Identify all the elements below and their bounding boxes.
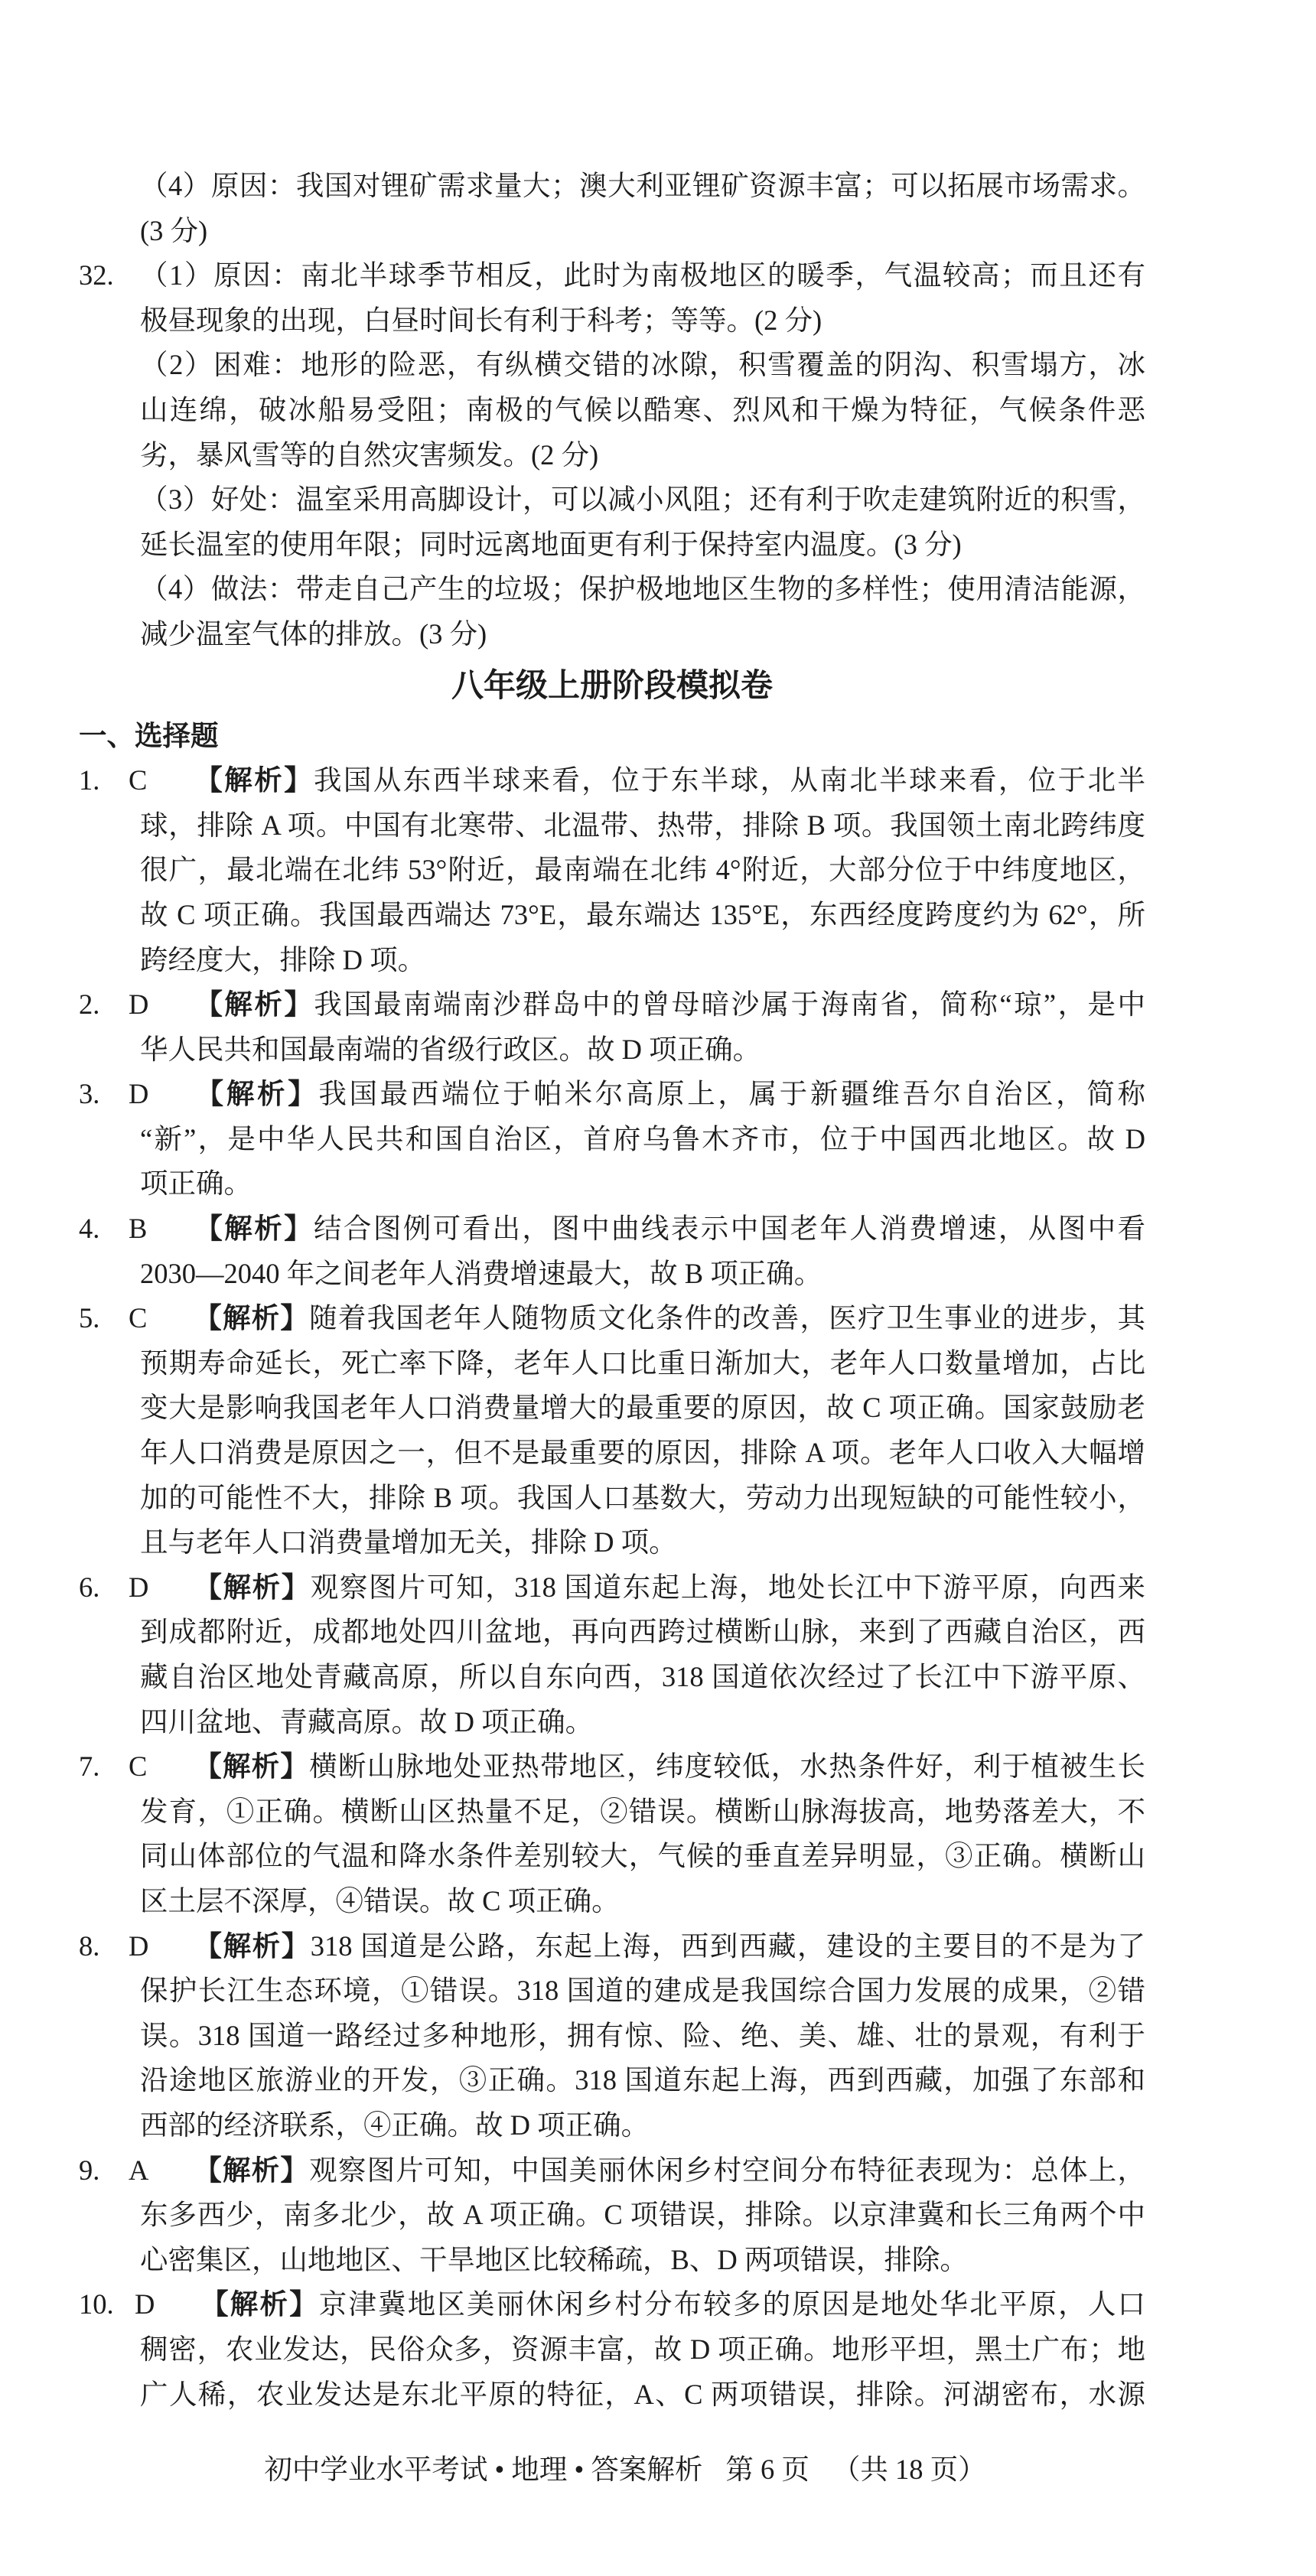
footer-page-total: （共 18 页） [832,2454,986,2485]
answer-letter: C [129,1750,148,1783]
answer-letter: D [129,1571,149,1603]
answer-line: 四川盆地、青藏高原。故 D 项正确。 [140,1705,594,1737]
answer-item-4 [79,1207,1145,1296]
answer-line: （3）好处：温室采用高脚设计，可以减小风阻；还有利于吹走建筑附近的积雪， [140,484,1145,516]
answer-line: 劣，暴风雪等的自然灾害频发。(2 分) [140,438,599,471]
answer-line: (3 分) [140,214,208,246]
answer-line: 同山体部位的气温和降水条件差别较大，气候的垂直差异明显，③正确。横断山 [140,1840,1145,1872]
answer-letter: D [129,988,149,1021]
answer-line: 稠密，农业发达，民俗众多，资源丰富，故 D 项正确。地形平坦，黑土广布；地 [140,2333,1145,2365]
answer-line: 预期寿命延长，死亡率下降，老年人口比重日渐加大，老年人口数量增加，占比 [140,1347,1145,1379]
answer-line: 很广，最北端在北纬 53°附近，最南端在北纬 4°附近，大部分位于中纬度地区， [140,854,1145,886]
analysis-tag: 【解析】 [193,1078,319,1110]
answer-line: （2）困难：地形的险恶，有纵横交错的冰隙，积雪覆盖的阴沟、积雪塌方，冰 [140,349,1145,381]
answer-item-1 [79,758,1145,982]
answer-line: （4）原因：我国对锂矿需求量大；澳大利亚锂矿资源丰富；可以拓展市场需求。 [140,170,1145,201]
answer-first-line [129,1924,1145,1969]
continued-answer-31 [79,164,1145,253]
sub-answer-4 [140,567,1145,656]
page-content [79,164,1145,2417]
answer-line: 发育，①正确。横断山区热量不足，②错误。横断山脉海拔高，地势落差大，不 [140,1795,1145,1827]
analysis-tag: 【解析】 [199,2288,319,2320]
answer-line-text: 我国最南端南沙群岛中的曾母暗沙属于海南省，简称“琼”，是中 [314,988,1146,1021]
sub-answer-2 [140,343,1145,477]
page-footer [79,2451,1145,2489]
answer-line: 减少温室气体的排放。(3 分) [140,617,487,650]
answer-first-line [129,1296,1145,1341]
answer-line: 加的可能性不大，排除 B 项。我国人口基数大，劳动力出现短缺的可能性较小， [140,1481,1145,1513]
answer-line-text: 我国从东西半球来看，位于东半球，从南北半球来看，位于北半 [314,764,1145,796]
answer-line: 区土层不深厚，④错误。故 C 项正确。 [140,1884,620,1917]
answer-item-7 [79,1744,1145,1923]
answer-line: 故 C 项正确。我国最西端达 73°E，最东端达 135°E，东西经度跨度约为 62°，所 [140,898,1145,930]
analysis-tag: 【解析】 [193,1571,311,1603]
answer-line: 沿途地区旅游业的开发，③正确。318 国道东起上海，西到西藏，加强了东部和 [140,2064,1145,2096]
answer-line: 山连绵，破冰船易受阻；南极的气候以酷寒、烈风和干燥为特征，气候条件恶 [140,393,1145,425]
answer-line: 误。318 国道一路经过多种地形，拥有惊、险、绝、美、雄、壮的景观，有利于 [140,2019,1145,2051]
answer-line: （4）做法：带走自己产生的垃圾；保护极地地区生物的多样性；使用清洁能源， [140,573,1145,605]
answer-item-5 [79,1296,1145,1565]
answer-letter: D [129,1930,149,1962]
analysis-tag: 【解析】 [193,1302,310,1334]
answer-first-line [129,1744,1145,1790]
part-title: 一、选择题 [79,719,219,751]
answer-first-line [129,1072,1145,1117]
answer-line: 极昼现象的出现，白昼时间长有利于科考；等等。(2 分) [140,304,822,336]
answer-line: （1）原因：南北半球季节相反，此时为南极地区的暖季，气温较高；而且还有 [140,259,1145,291]
answer-line-text: 318 国道是公路，东起上海，西到西藏，建设的主要目的不是为了 [310,1930,1146,1962]
answer-item-2 [79,982,1145,1072]
answer-first-line [129,982,1145,1027]
answer-first-line [129,1565,1145,1610]
answer-line-text: 观察图片可知，中国美丽休闲乡村空间分布特征表现为：总体上， [309,2154,1146,2186]
answer-item-6 [79,1565,1145,1744]
answer-item-10 [79,2282,1145,2417]
section-heading: 八年级上册阶段模拟卷 [451,666,773,703]
analysis-tag: 【解析】 [193,988,314,1021]
answer-line: 变大是影响我国老年人口消费量增大的最重要的原因，故 C 项正确。国家鼓励老 [140,1392,1145,1424]
answer-line-text: 结合图例可看出，图中曲线表示中国老年人消费增速，从图中看 [314,1213,1145,1245]
answer-line: 项正确。 [140,1168,252,1200]
answer-line: “新”，是中华人民共和国自治区，首府乌鲁木齐市，位于中国西北地区。故 D [140,1122,1145,1154]
answer-letter: C [129,1302,148,1334]
analysis-tag: 【解析】 [193,1750,310,1783]
footer-title: 初中学业水平考试 • 地理 • 答案解析 [264,2454,703,2485]
item-number: 3. [79,1078,100,1110]
answer-item-3 [79,1072,1145,1207]
answer-item-9 [79,2148,1145,2283]
answer-line-text: 京津冀地区美丽休闲乡村分布较多的原因是地处华北平原，人口 [318,2288,1145,2320]
answer-item-32 [79,253,1145,656]
answer-line: 跨经度大，排除 D 项。 [140,943,426,975]
answer-first-line [129,1207,1145,1252]
analysis-tag: 【解析】 [193,2154,310,2186]
answer-first-line [129,2148,1145,2193]
item-number: 1. [79,764,100,796]
answer-letter: C [129,764,148,796]
answer-line: 保护长江生态环境，①错误。318 国道的建成是我国综合国力发展的成果，②错 [140,1975,1145,2007]
answer-line: 球，排除 A 项。中国有北寒带、北温带、热带，排除 B 项。我国领土南北跨纬度 [140,809,1145,841]
analysis-tag: 【解析】 [193,1213,314,1245]
answer-letter: A [129,2154,149,2186]
answer-first-line [129,758,1145,803]
analysis-tag: 【解析】 [193,1930,311,1962]
sub-answer-1 [140,253,1145,343]
item-number: 10. [79,2288,114,2320]
footer-page-number: 第 6 页 [725,2454,809,2485]
item-number: 6. [79,1571,100,1603]
item-number: 9. [79,2154,100,2186]
answer-line-text: 横断山脉地处亚热带地区，纬度较低，水热条件好，利于植被生长 [309,1750,1146,1783]
item-number: 5. [79,1302,100,1334]
analysis-tag: 【解析】 [193,764,314,796]
item-number: 7. [79,1750,100,1783]
answer-line: 且与老年人口消费量增加无关，排除 D 项。 [140,1526,677,1558]
answer-line: 广人稀，农业发达是东北平原的特征，A、C 两项错误，排除。河湖密布，水源 [140,2378,1145,2410]
answer-line: 心密集区，山地地区、干旱地区比较稀疏，B、D 两项错误，排除。 [140,2243,968,2275]
answer-line-text: 我国最西端位于帕米尔高原上，属于新疆维吾尔自治区，简称 [318,1078,1146,1110]
answer-item-8 [79,1924,1145,2148]
item-number: 2. [79,988,100,1021]
answer-letter: D [135,2288,155,2320]
item-number: 8. [79,1930,100,1962]
answer-first-line [135,2282,1145,2327]
answer-line: 西部的经济联系，④正确。故 D 项正确。 [140,2109,650,2141]
answer-letter: D [129,1078,149,1110]
answer-line: 年人口消费是原因之一，但不是最重要的原因，排除 A 项。老年人口收入大幅增 [140,1437,1145,1469]
answer-line: 2030—2040 年之间老年人消费增速最大，故 B 项正确。 [140,1257,822,1289]
answer-line-text: 随着我国老年人随物质文化条件的改善，医疗卫生事业的进步，其 [309,1302,1146,1334]
answer-letter: B [129,1213,148,1245]
sub-answer-3 [140,477,1145,567]
item-number: 32. [79,259,114,291]
answer-line: 藏自治区地处青藏高原，所以自东向西，318 国道依次经过了长江中下游平原、 [140,1661,1145,1692]
item-number: 4. [79,1213,100,1245]
answer-line-text: 观察图片可知，318 国道东起上海，地处长江中下游平原，向西来 [310,1571,1146,1603]
answer-line: 延长温室的使用年限；同时远离地面更有利于保持室内温度。(3 分) [140,528,962,560]
answer-line: 华人民共和国最南端的省级行政区。故 D 项正确。 [140,1033,761,1065]
answer-line: 到成都附近，成都地处四川盆地，再向西跨过横断山脉，来到了西藏自治区，西 [140,1616,1145,1648]
answer-line: 东多西少，南多北少，故 A 项正确。C 项错误，排除。以京津冀和长三角两个中 [140,2199,1145,2231]
